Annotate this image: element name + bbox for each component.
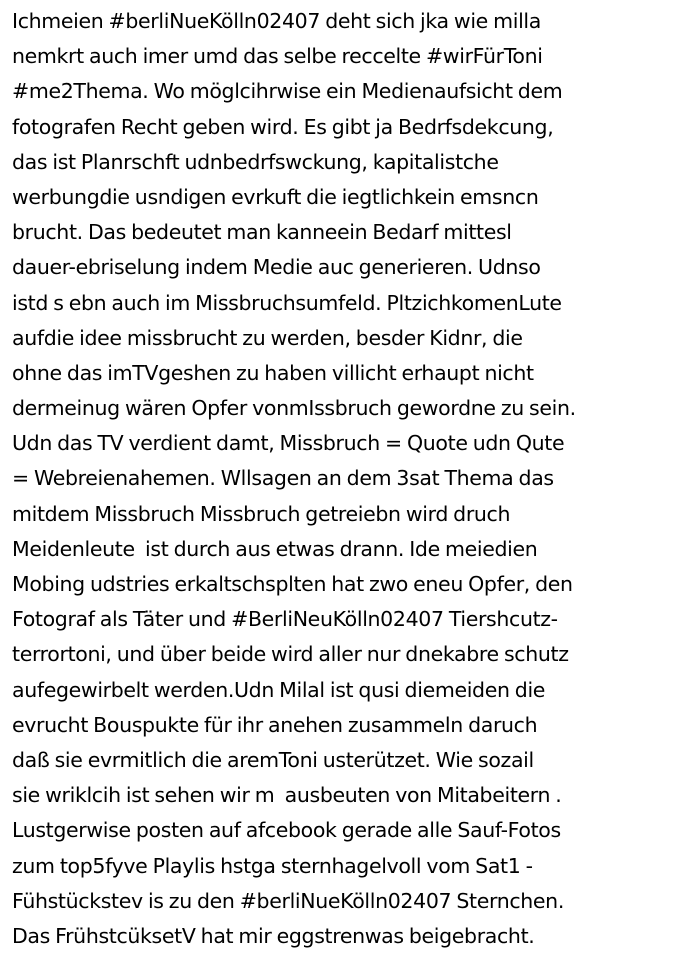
text-line-27: Das FrühstcüksetV hat mir eggstrenwas beigebracht. xyxy=(12,923,535,948)
text-line-21: evrucht Bouspukte für ihr anehen zusammeln daruch xyxy=(12,712,538,737)
text-line-16: Meidenleute ist durch aus etwas drann. Ide meiedien xyxy=(12,536,538,561)
text-line-15: mitdem Missbruch Missbruch getreiebn wird druch xyxy=(12,501,511,526)
text-line-12: dermeinug wären Opfer vonmIssbruch gewordne zu sein. xyxy=(12,396,576,421)
text-line-23: sie wriklcih ist sehen wir m ausbeuten von Mitabeitern . xyxy=(12,783,562,808)
text-line-1: Ichmeien #berliNueKölln02407 deht sich jka wie milla xyxy=(12,9,541,33)
text-line-26: Fühstückstev is zu den #berliNueKölln02407 Sternchen. xyxy=(12,888,564,913)
text-line-17: Mobing udstries erkaltschsplten hat zwo eneu Opfer, den xyxy=(12,572,573,596)
text-line-20: aufegewirbelt werden.Udn Milal ist qusi diemeiden die xyxy=(12,677,546,702)
text-line-5: das ist Planrschft udnbedrfswckung, kapitalistche xyxy=(12,149,499,174)
text-line-3: #me2Thema. Wo möglcihrwise ein Medienaufsicht dem xyxy=(12,79,563,104)
text-line-13: Udn das TV verdient damt, Missbruch = Quote udn Qute xyxy=(12,431,565,456)
text-line-9: istd s ebn auch im Missbruchsumfeld. PltzichkomenLute xyxy=(12,290,562,315)
text-line-25: zum top5fyve Playlis hstga sternhagelvoll vom Sat1 - xyxy=(12,853,533,878)
text-line-8: dauer-ebriselung indem Medie auc generieren. Udnso xyxy=(12,255,541,280)
text-line-22: daß sie evrmitlich die aremToni usterützet. Wie sozail xyxy=(12,747,534,772)
text-line-4: fotografen Recht geben wird. Es gibt ja Bedrfsdekcung, xyxy=(12,114,554,139)
text-line-18: Fotograf als Täter und #BerliNeuKölln02407 Tiershcutz- xyxy=(12,607,558,632)
text-line-2: nemkrt auch imer umd das selbe reccelte #wirFürToni xyxy=(12,44,543,69)
text-line-6: werbungdie usndigen evrkuft die iegtlichkein emsncn xyxy=(12,184,539,209)
text-line-11: ohne das imTVgeshen zu haben villicht erhaupt nicht xyxy=(12,360,534,385)
text-line-24: Lustgerwise posten auf afcebook gerade alle Sauf-Fotos xyxy=(12,818,561,843)
text-line-7: brucht. Das bedeutet man kanneein Bedarf mittesl xyxy=(12,220,512,245)
text-line-19: terrortoni, und über beide wird aller nur dnekabre schutz xyxy=(12,642,569,667)
document-page xyxy=(12,4,680,948)
text-line-10: aufdie idee missbrucht zu werden, besder Kidnr, die xyxy=(12,325,523,350)
text-line-14: = Webreienahemen. Wllsagen an dem 3sat Thema das xyxy=(12,466,554,491)
